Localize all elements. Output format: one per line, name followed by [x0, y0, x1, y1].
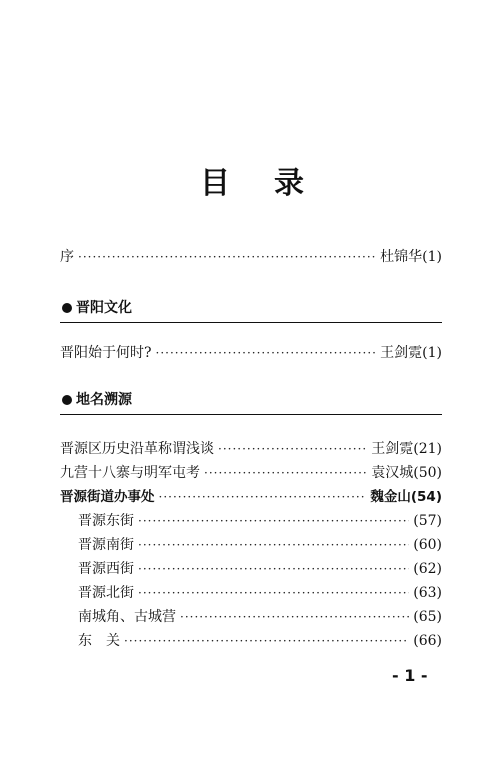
- toc-entry[interactable]: [60, 462, 442, 484]
- toc-entry[interactable]: [60, 438, 442, 460]
- toc-entry-label: 南城角、古城营: [78, 609, 176, 625]
- leader-dots: [180, 606, 409, 628]
- toc-entry-page: (62): [413, 561, 442, 577]
- section-heading-place-names: [60, 390, 442, 415]
- toc-subentry[interactable]: [78, 558, 442, 580]
- toc-subentry[interactable]: [78, 510, 442, 532]
- toc-entry-page: 魏金山(54): [370, 489, 442, 505]
- page-title: [0, 158, 504, 202]
- toc-entry-label: 晋源北街: [78, 585, 134, 601]
- title-char-2: 录: [274, 166, 304, 201]
- section-heading-label: 晋阳文化: [76, 300, 132, 316]
- bullet-icon: [62, 303, 72, 313]
- leader-dots: [138, 510, 409, 532]
- toc-entry-page: 王剑霓(21): [371, 441, 442, 457]
- bullet-icon: [62, 395, 72, 405]
- toc-entry-label: 序: [60, 249, 74, 265]
- leader-dots: [159, 486, 367, 508]
- toc-entry[interactable]: [60, 342, 442, 364]
- page-number: - 1 -: [392, 666, 428, 685]
- toc-entry-label: 九营十八寨与明军屯考: [60, 465, 200, 481]
- section-heading-label: 地名溯源: [76, 392, 132, 408]
- toc-subentry[interactable]: [78, 606, 442, 628]
- toc-entry-page: (66): [413, 633, 442, 649]
- toc-subentry[interactable]: [78, 534, 442, 556]
- toc-entry-label: 东 关: [78, 633, 120, 649]
- toc-entry-label: 晋源街道办事处: [60, 489, 155, 505]
- toc-entry-label: 晋源区历史沿革称谓浅谈: [60, 441, 214, 457]
- leader-dots: [138, 558, 409, 580]
- leader-dots: [218, 438, 367, 460]
- leader-dots: [204, 462, 367, 484]
- toc-entry-page: (57): [413, 513, 442, 529]
- toc-entry-page: 杜锦华(1): [380, 249, 442, 265]
- leader-dots: [156, 342, 377, 364]
- toc-entry-page: 袁汉城(50): [371, 465, 442, 481]
- toc-entry-preface[interactable]: [60, 246, 442, 268]
- toc-entry-label: 晋阳始于何时?: [60, 345, 152, 361]
- leader-dots: [138, 534, 409, 556]
- toc-entry-label: 晋源东街: [78, 513, 134, 529]
- toc-subentry[interactable]: [78, 582, 442, 604]
- section-heading-jinyang-culture: [60, 298, 442, 323]
- leader-dots: [138, 582, 409, 604]
- toc-entry-page: 王剑霓(1): [380, 345, 442, 361]
- toc-entry-label: 晋源西街: [78, 561, 134, 577]
- toc-entry-subheading[interactable]: [60, 486, 442, 508]
- leader-dots: [124, 630, 409, 652]
- toc-subentry[interactable]: [78, 630, 442, 652]
- toc-entry-page: (65): [413, 609, 442, 625]
- leader-dots: [78, 246, 376, 268]
- toc-entry-page: (63): [413, 585, 442, 601]
- title-char-1: 目: [200, 166, 230, 201]
- toc-entry-label: 晋源南街: [78, 537, 134, 553]
- toc-entry-page: (60): [413, 537, 442, 553]
